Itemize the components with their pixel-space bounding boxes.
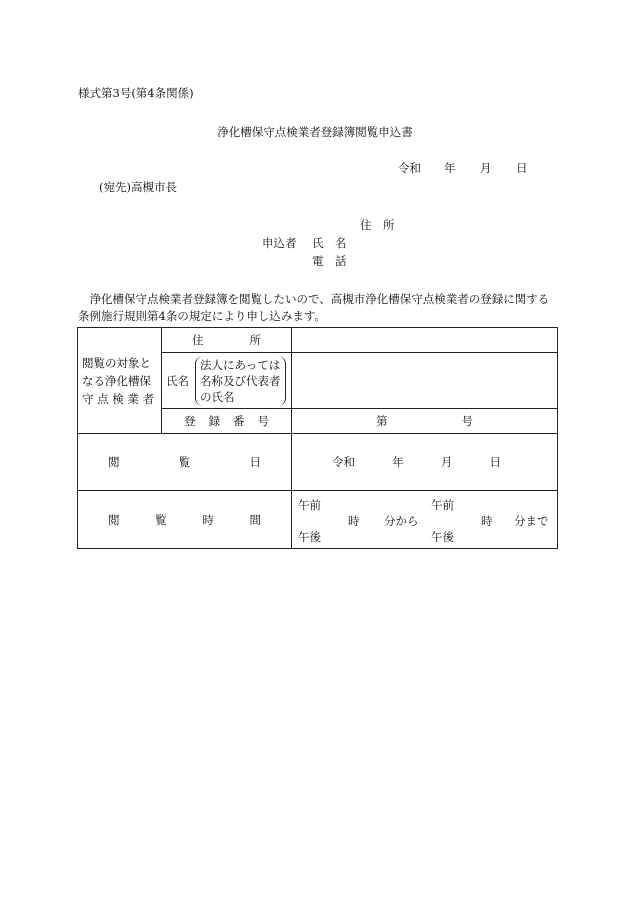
view-time-label-c: 時 <box>202 512 214 527</box>
time-hour-2: 時 <box>481 513 493 528</box>
subject-line-2: なる浄化槽保 <box>82 373 151 388</box>
applicant-address-label: 住 所 <box>360 218 395 232</box>
subject-line-3: 守 点 検 業 者 <box>82 391 155 406</box>
view-time-label-a: 閲 <box>108 512 120 527</box>
reg-no-label-b: 録 <box>208 414 220 428</box>
time-am-2: 午前 <box>431 497 454 512</box>
view-date-label-c: 日 <box>249 455 261 469</box>
reg-no-field[interactable] <box>292 409 558 434</box>
date-month: 月 <box>480 161 492 175</box>
address-label-b: 所 <box>249 333 261 347</box>
corp-note <box>195 356 286 406</box>
view-date-month: 月 <box>440 455 453 469</box>
view-date-era: 令和 <box>332 455 355 469</box>
statement-text: 浄化槽保守点検業者登録簿を閲覧したいので、高槻市浄化槽保守点検業者の登録に関する条例施行規則第4条の規定により申し込みます。 <box>78 292 550 323</box>
reg-no-label-c: 番 <box>233 414 245 428</box>
view-date-field[interactable] <box>292 434 558 491</box>
time-pm-2: 午後 <box>431 529 454 544</box>
reg-no-label-d: 号 <box>257 414 269 428</box>
addressee: (宛先)高槻市長 <box>99 180 177 194</box>
time-pm-1: 午後 <box>298 529 321 544</box>
statement <box>78 291 558 325</box>
reg-no-label-a: 登 <box>184 414 196 428</box>
corp-note-line-3: の氏名 <box>200 389 235 404</box>
time-am-1: 午前 <box>298 497 321 512</box>
address-field[interactable] <box>292 328 558 353</box>
view-date-label-a: 閲 <box>108 455 120 469</box>
date-day: 日 <box>516 161 528 175</box>
document-title: 浄化槽保守点検業者登録簿閲覧申込書 <box>217 125 413 139</box>
view-date-label-cell <box>78 434 292 491</box>
view-date-year: 年 <box>392 455 404 469</box>
name-label: 氏名 <box>166 373 189 388</box>
subject-label-cell <box>78 328 162 434</box>
address-label-cell <box>162 328 292 353</box>
view-date-label-b: 覧 <box>178 455 191 469</box>
reg-no-suffix: 号 <box>461 414 473 428</box>
date-era: 令和 <box>398 161 421 175</box>
view-time-label-b: 覧 <box>155 512 167 527</box>
time-from: 分から <box>384 513 419 528</box>
applicant-name-label: 氏 名 <box>312 236 347 250</box>
application-date <box>398 160 528 176</box>
applicant-block <box>262 216 395 270</box>
form-number: 様式第3号(第4条関係) <box>78 86 194 100</box>
view-time-label-cell <box>78 491 292 549</box>
time-hour-1: 時 <box>348 513 360 528</box>
date-year: 年 <box>444 161 456 175</box>
corp-note-line-2: 名称及び代表者 <box>200 373 281 388</box>
view-time-field[interactable] <box>292 491 558 549</box>
applicant-lead: 申込者 <box>262 236 297 250</box>
inspection-form-table <box>77 327 558 549</box>
time-to: 分まで <box>514 513 549 528</box>
corp-note-line-1: 法人にあっては <box>200 357 281 372</box>
reg-no-label-cell <box>162 409 292 434</box>
view-date-day: 日 <box>489 455 501 469</box>
subject-line-1: 閲覧の対象と <box>82 355 151 370</box>
view-time-label-d: 間 <box>249 512 261 527</box>
reg-no-prefix: 第 <box>376 414 388 428</box>
address-label-a: 住 <box>192 333 204 347</box>
applicant-phone-label: 電 話 <box>312 254 347 268</box>
name-label-cell <box>162 353 292 409</box>
name-field[interactable] <box>292 353 558 409</box>
